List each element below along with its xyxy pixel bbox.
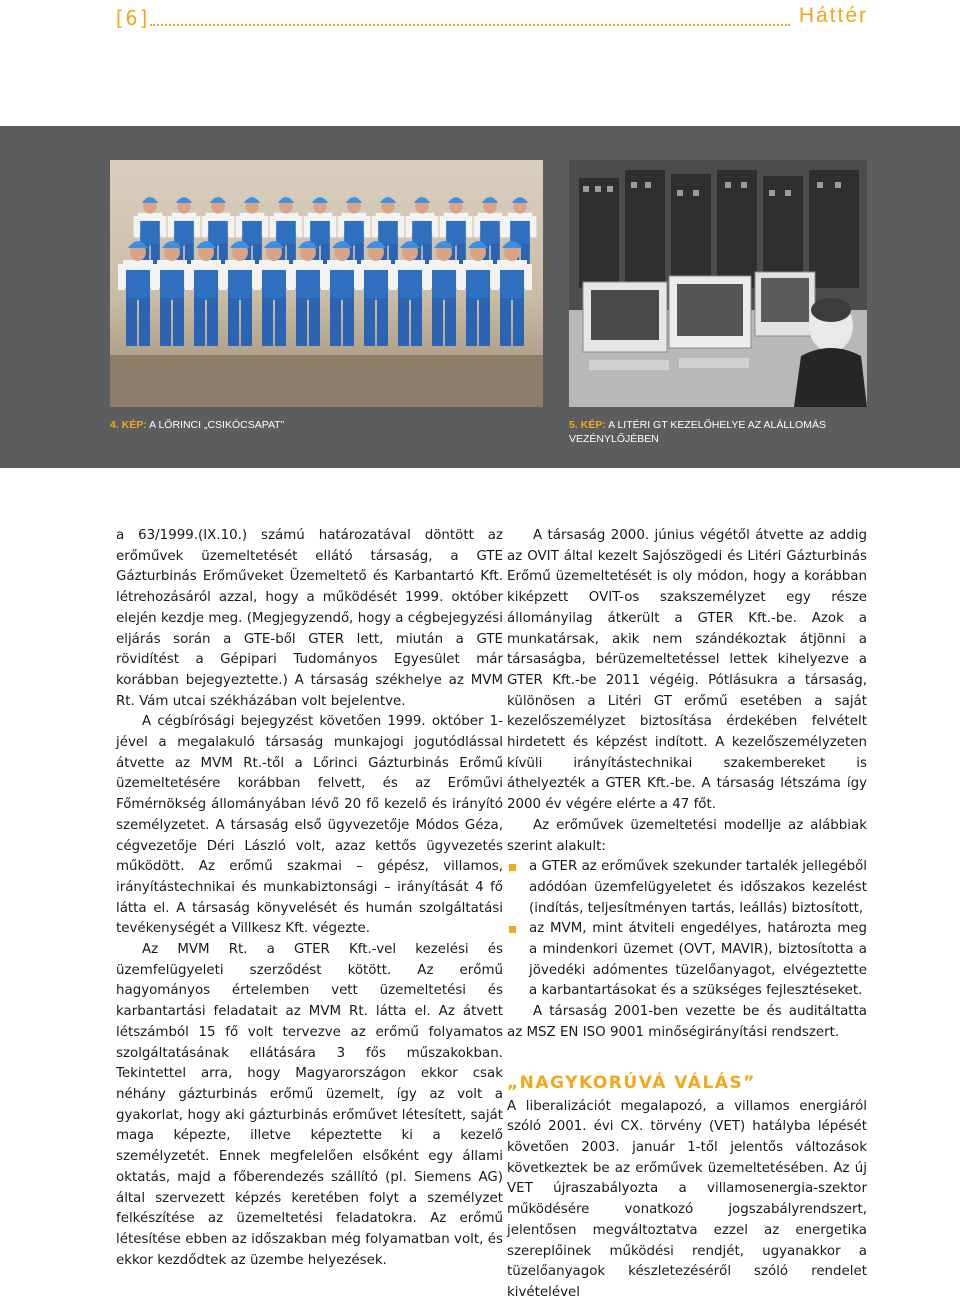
header-dotted-leader bbox=[150, 24, 790, 26]
caption-text: A LITÉRI GT KEZELŐHELYE AZ ALÁLLOMÁS VEZÉNYLŐJÉBEN bbox=[569, 419, 826, 445]
page-header bbox=[0, 0, 960, 36]
paragraph: a 63/1999.(IX.10.) számú határozatával döntött az erőművek üzemeltetését ellátó társaság, a GTE Gázturbinás Erőműveket Üzemeltető és Karbantartó Kft. létrehozásáról azzal, hogy a működését 1999. október elején kezdje meg. (Megjegyzendő, hogy a cégbejegyzési eljárás során a GTE-ből GTER lett, miután a GTE rövidítést a Gépipari Tudományos Egyesület már korábban bejegyeztette.) A társaság székhelye az MVM Rt. Vám utcai székházában volt bejelentve. bbox=[116, 528, 503, 709]
paragraph: Az erőművek üzemeltetési modellje az alábbiak szerint alakult: bbox=[507, 817, 867, 854]
list-item-text: a GTER az erőművek szekunder tartalék jellegéből adódóan üzemfelügyeletet és időszakos kezelést (indítás, teljesítményen tartás, leállás) biztosított, bbox=[529, 859, 867, 916]
control-photo-caption bbox=[569, 418, 867, 446]
team-photo bbox=[110, 160, 543, 407]
caption-label: 4. KÉP: bbox=[110, 419, 147, 431]
caption-label: 5. KÉP: bbox=[569, 419, 606, 431]
caption-text: A LŐRINCI „CSIKÓCSAPAT” bbox=[149, 419, 285, 431]
paragraph: Az MVM Rt. a GTER Kft.-vel kezelési és üzemfelügyeleti szerződést kötött. Az erőmű hagyományos értelemben vett üzemeltetési és karbantartási feladatait az MVM Rt. látta el. Az átvett létszámból 15 fő volt tervezve az erőmű folyamatos szolgáltatásának ellátására 3 fős műszakokban. Tekintettel arra, hogy Magyarországon ekkor csak néhány gázturbinás erőmű üzemelt, így az volt a gyakorlat, hogy aki gázturbinás erőművet létesített, saját maga képezte, illetve képeztette ki a kezelő személyzetét. Ennek megfelelően elsőként egy állami oktatás, majd a főberendezés szállító (pl. Siemens AG) által szervezett képzés keretében folyt a személyzet felkészítése az üzemeltetési feladatokra. Az erőmű létesítése ebben az időszakban még folyamatban volt, és ekkor kezdődtek az üzembe helyezések. bbox=[116, 942, 503, 1268]
team-photo-caption bbox=[110, 418, 540, 432]
operating-model-list bbox=[507, 857, 867, 1002]
section-number: [6] bbox=[113, 6, 151, 30]
right-text-column bbox=[507, 526, 867, 1304]
control-room-photo bbox=[569, 160, 867, 407]
section-title: Háttér bbox=[798, 4, 868, 27]
list-item bbox=[507, 919, 867, 1002]
list-item bbox=[507, 857, 867, 919]
list-item-text: az MVM, mint átviteli engedélyes, határozta meg a mindenkori üzemet (OVT, MAVIR), biztosította a jövedéki adómentes tüzelőanyagot, elvégeztette a karbantartásokat és a szükséges fejlesztéseket. bbox=[529, 921, 867, 999]
paragraph: A liberalizációt megalapozó, a villamos energiáról szóló 2001. évi CX. törvény (VET) hatályba lépését követően 2003. január 1-től jelentős változások következtek be az erőművek üzemeltetésében. Az új VET újraszabályozta a villamosenergia-szektor működésére vonatkozó jogszabályrendszert, jelentősen megváltoztatva ezzel az energetika szereplőinek működési rendjét, ugyanakkor a tüzelőanyagok készletezéséről szóló rendelet kivételével bbox=[507, 1098, 867, 1300]
paragraph: A társaság 2000. június végétől átvette az addig az OVIT által kezelt Sajószögedi és Litéri Gázturbinás Erőmű üzemeltetését is oly módon, hogy a korábban kiképzett OVIT-os szakszemélyzet egy része állományilag átkerült a GTER Kft.-be. Azok a munkatársak, akik nem szándékoztak átjönni a társaságba, bérüzemeltetéssel lettek kihelyezve a GTER Kft.-be 2011 végéig. Pótlásukra a társaság, különösen a Litéri GT erőmű esetében a saját kezelőszemélyzet biztosítása érdekében felvételt hirdetett és képzést indított. A kezelőszemélyzeten kívüli irányítástechnikai szakembereket is áthelyezték a GTER Kft.-be. A társaság létszáma így 2000 év végére elérte a 47 főt. bbox=[507, 528, 867, 813]
square-bullet-icon bbox=[509, 864, 516, 871]
left-text-column bbox=[116, 526, 503, 1271]
paragraph: A cégbírósági bejegyzést követően 1999. október 1-jével a megalakuló társaság munkajogi jogutódlással átvette az MVM Rt.-től a Lőrinci Gázturbinás Erőmű üzemeltetésére korábban felvett, és az Erőművi Főmérnökség állományában lévő 20 fő kezelő és irányító személyzetet. A társaság első ügyvezetője Módos Géza, cégvezetője Déri László volt, azaz kettős ügyvezetés működött. Az erőmű szakmai – gépész, villamos, irányítástechnikai és munkabiztonsági – irányítását 4 fő látta el. A társaság könyvelését és humán szolgáltatási tevékenységét a Villkesz Kft. végezte. bbox=[116, 714, 503, 937]
square-bullet-icon bbox=[509, 926, 516, 933]
paragraph: A társaság 2001-ben vezette be és auditáltatta az MSZ EN ISO 9001 minőségirányítási rendszert. bbox=[507, 1004, 867, 1040]
section-heading: „NAGYKORÚVÁ VÁLÁS” bbox=[507, 1072, 756, 1093]
